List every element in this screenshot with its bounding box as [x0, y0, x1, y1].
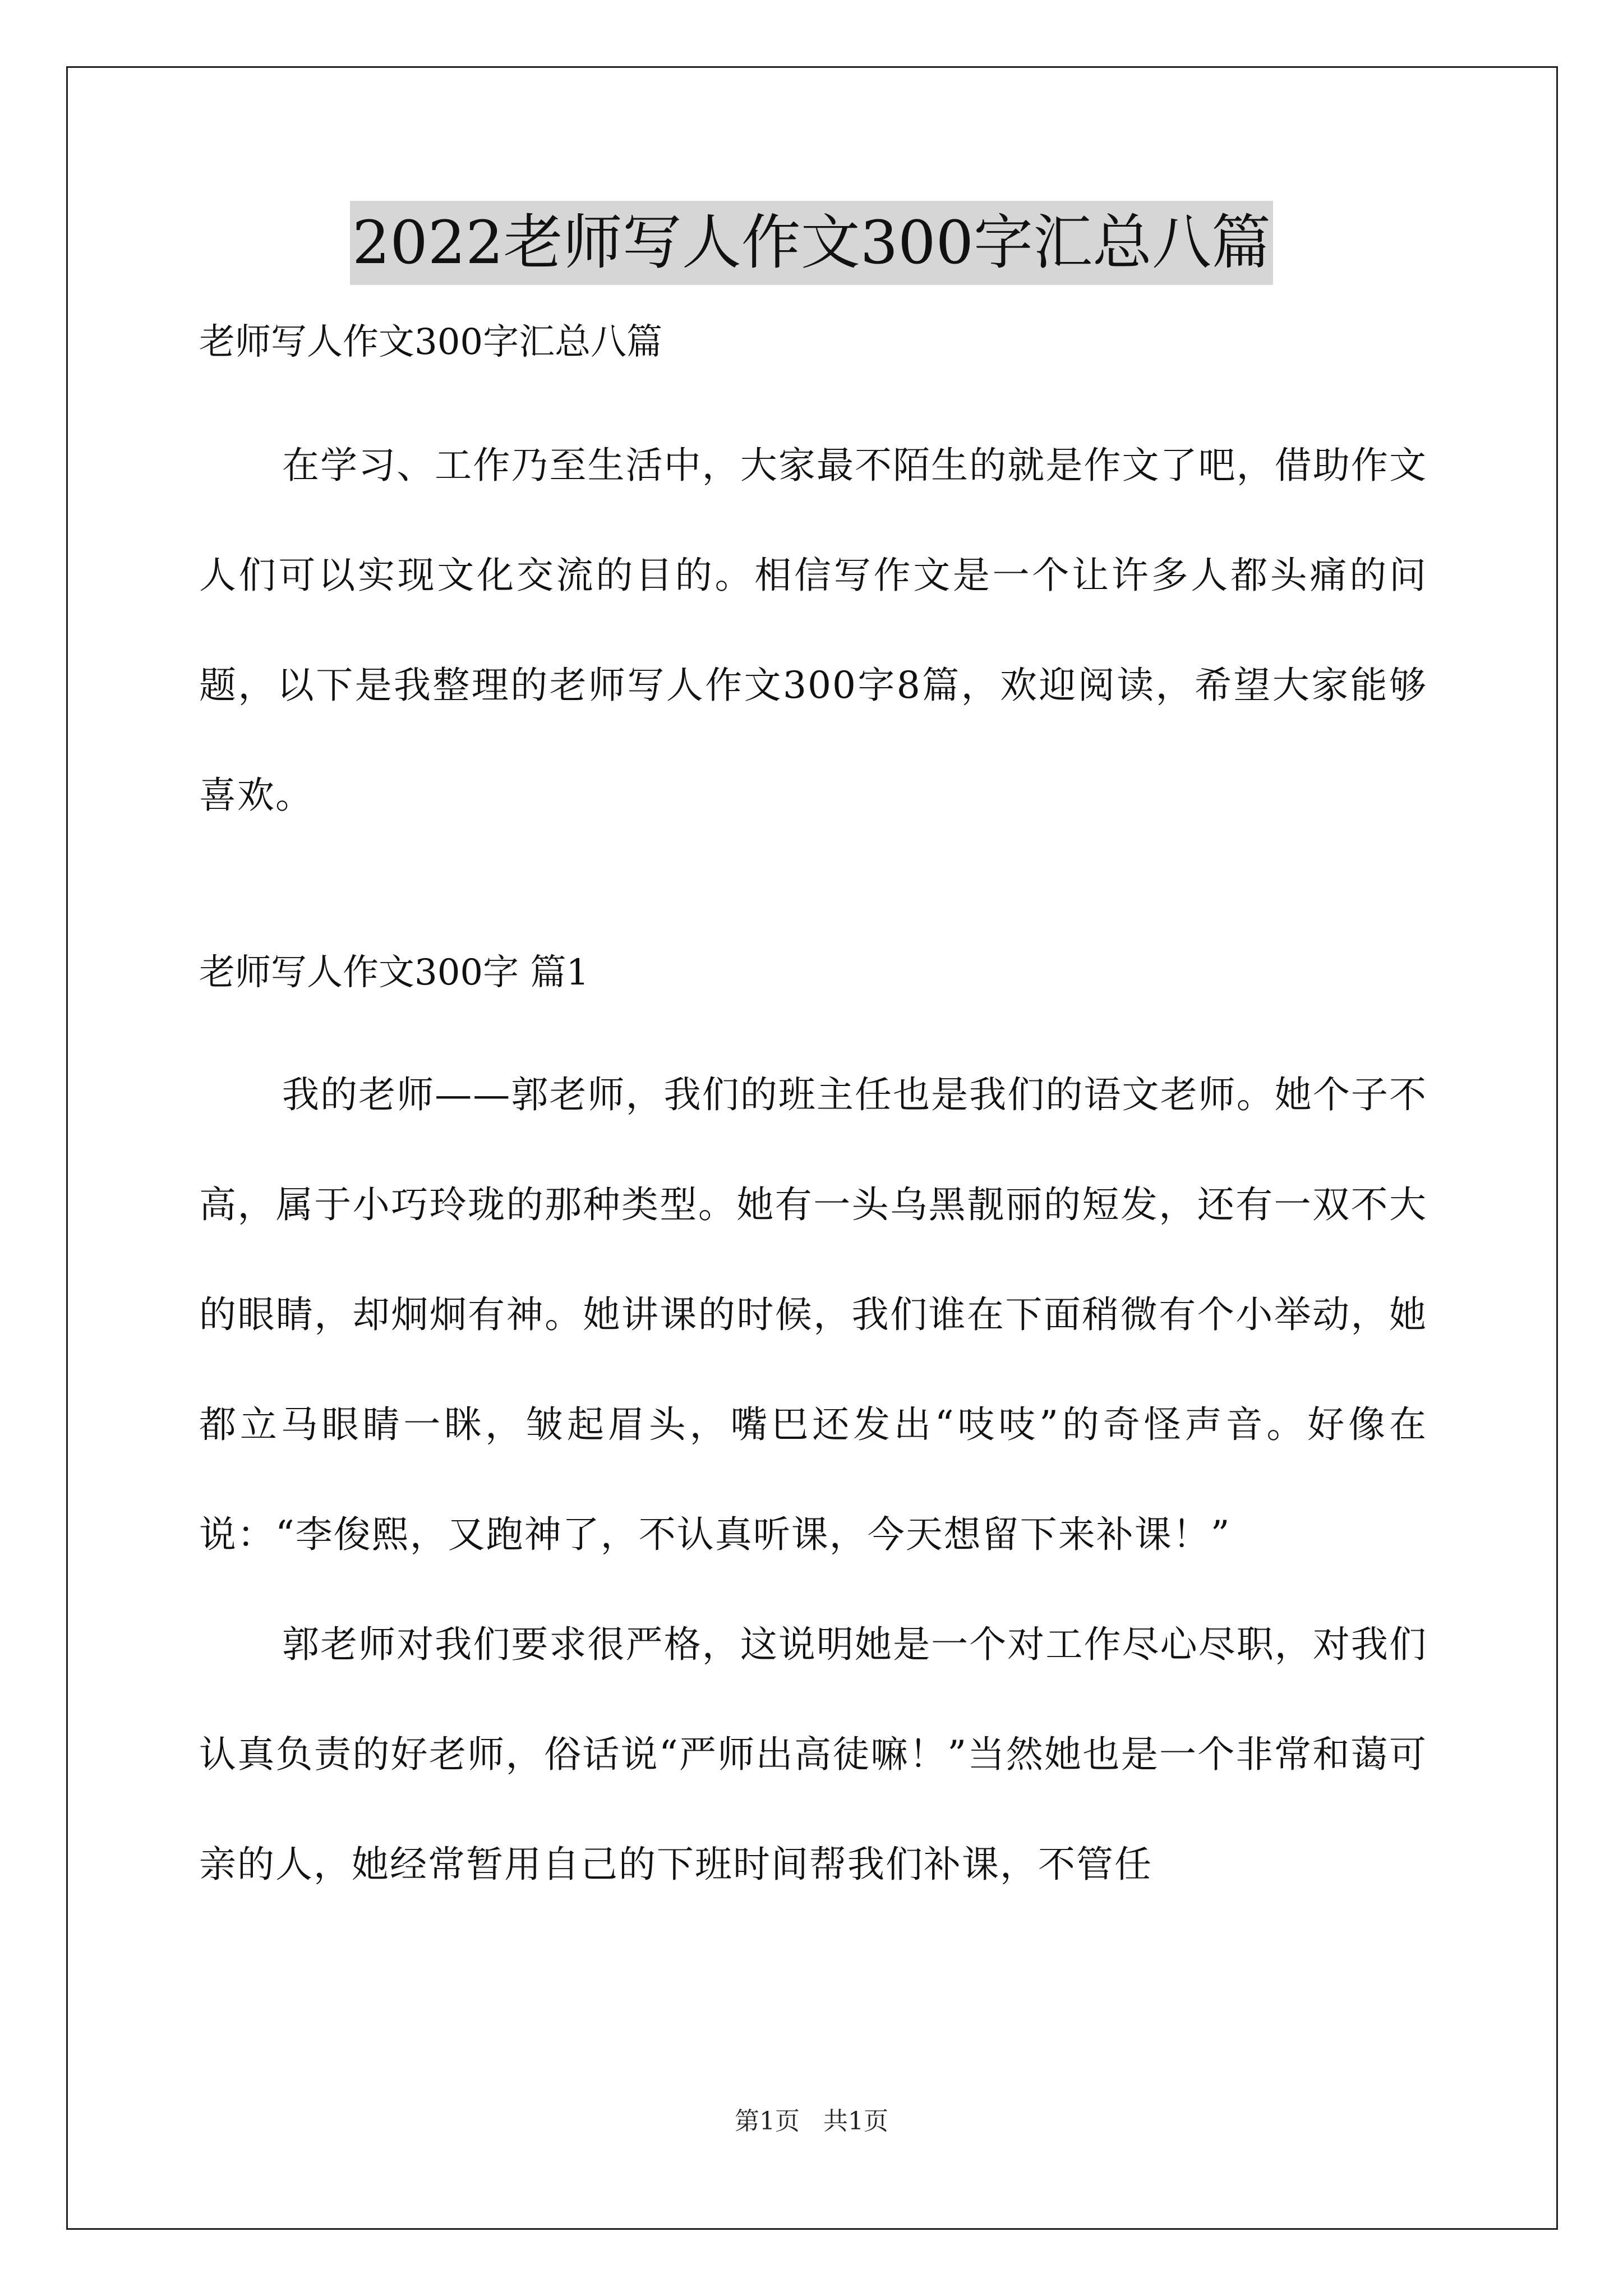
intro-paragraph: 在学习、工作乃至生活中，大家最不陌生的就是作文了吧，借助作文人们可以实现文化交流的目的。相信写作文是一个让许多人都头痛的问题，以下是我整理的老师写人作文300字8篇，欢迎阅读，希望大家能够喜欢。 [199, 444, 1427, 817]
document-title: 2022老师写人作文300字汇总八篇 [350, 201, 1273, 285]
spacer [199, 1001, 1427, 1040]
title-container [0, 201, 1623, 285]
intro-heading: 老师写人作文300字汇总八篇 [199, 321, 663, 363]
document-body [199, 314, 1427, 1920]
spacer [199, 850, 1427, 945]
section-heading: 老师写人作文300字 篇1 [199, 952, 589, 993]
page-footer [0, 2101, 1623, 2137]
body-paragraph: 我的老师——郭老师，我们的班主任也是我们的语文老师。她个子不高，属于小巧玲珑的那种类型。她有一头乌黑靓丽的短发，还有一双不大的眼睛，却炯炯有神。她讲课的时候，我们谁在下面稍微有个小举动，她都立马眼睛一眯，皱起眉头，嘴巴还发出“吱吱”的奇怪声音。好像在说：“李俊熙，又跑神了，不认真听课，今天想留下来补课！” [199, 1073, 1427, 1556]
body-paragraph: 郭老师对我们要求很严格，这说明她是一个对工作尽心尽职，对我们认真负责的好老师，俗话说“严师出高徒嘛！”当然她也是一个非常和蔼可亲的人，她经常暂用自己的下班时间帮我们补课，不管任 [199, 1623, 1427, 1886]
page-total: 共1页 [823, 2107, 888, 2136]
page-number: 第1页 [735, 2107, 800, 2136]
spacer [199, 370, 1427, 411]
